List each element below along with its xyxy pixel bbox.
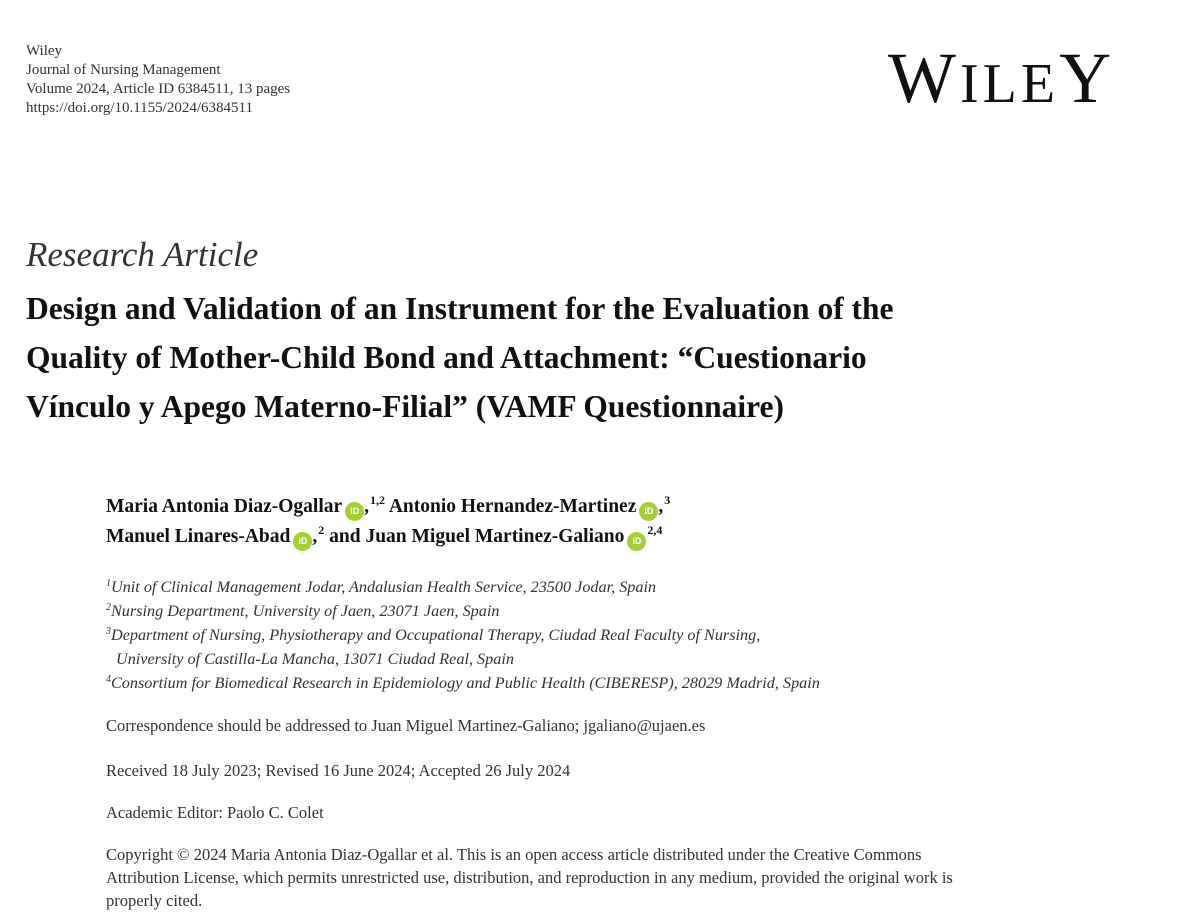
article-dates: Received 18 July 2023; Revised 16 June 2024; Accepted 26 July 2024 <box>106 761 571 780</box>
volume-info: Volume 2024, Article ID 6384511, 13 pages <box>26 81 291 97</box>
orcid-icon[interactable]: iD <box>627 532 646 551</box>
academic-editor: Academic Editor: Paolo C. Colet <box>106 803 324 822</box>
orcid-icon[interactable]: iD <box>639 502 658 521</box>
affiliation-continuation: University of Castilla-La Mancha, 13071 Ciudad Real, Spain <box>116 650 514 668</box>
journal-name: Journal of Nursing Management <box>26 62 221 78</box>
title-line: Vínculo y Apego Materno-Filial” (VAMF Questionnaire) <box>26 389 784 424</box>
author-affiliation: 1,2 <box>370 493 386 507</box>
author-separator: , <box>658 496 664 517</box>
author-list <box>106 492 670 552</box>
author-affiliation: 2,4 <box>647 523 663 537</box>
copyright-notice <box>106 843 1141 912</box>
journal-info <box>26 42 290 118</box>
affiliation-text: Consortium for Biomedical Research in Epidemiology and Public Health (CIBERESP), 28029 Madrid, Spain <box>111 674 820 692</box>
author-affiliation: 3 <box>664 493 671 507</box>
wiley-logo <box>888 38 1115 124</box>
title-line: Design and Validation of an Instrument for the Evaluation of the <box>26 291 894 326</box>
orcid-icon[interactable]: iD <box>293 532 312 551</box>
author-name[interactable]: Manuel Linares-Abad <box>106 526 291 547</box>
copyright-line: Attribution License, which permits unrestricted use, distribution, and reproduction in any medium, provided the original work is <box>106 868 953 887</box>
affiliation-text: Department of Nursing, Physiotherapy and Occupational Therapy, Ciudad Real Faculty of Nursing, <box>111 626 761 644</box>
correspondence: Correspondence should be addressed to Juan Miguel Martinez-Galiano; jgaliano@ujaen.es <box>106 716 706 735</box>
copyright-line: properly cited. <box>106 891 203 910</box>
affiliation-text: Unit of Clinical Management Jodar, Andalusian Health Service, 23500 Jodar, Spain <box>111 578 657 596</box>
affiliation-item <box>106 575 820 599</box>
copyright-line: Copyright © 2024 Maria Antonia Diaz-Ogallar et al. This is an open access article distributed under the Creative Commons <box>106 845 922 864</box>
publisher-name: Wiley <box>26 43 63 59</box>
author-line <box>106 522 670 552</box>
affiliation-number: 1 <box>106 578 111 589</box>
author-connector: and <box>329 526 361 547</box>
affiliation-number: 3 <box>106 626 111 637</box>
doi-link[interactable]: https://doi.org/10.1155/2024/6384511 <box>26 100 253 116</box>
author-affiliation: 2 <box>318 523 325 537</box>
orcid-icon[interactable]: iD <box>345 502 364 521</box>
affiliation-text: Nursing Department, University of Jaen, 23071 Jaen, Spain <box>111 602 500 620</box>
affiliation-item <box>106 599 820 623</box>
article-title <box>26 284 1176 431</box>
article-type: Research Article <box>26 235 259 274</box>
author-line <box>106 492 670 522</box>
wiley-logo-text: WILEY <box>888 38 1116 118</box>
author-name[interactable]: Juan Miguel Martinez-Galiano <box>365 526 625 547</box>
author-separator: , <box>364 496 370 517</box>
affiliation-item <box>106 623 820 647</box>
affiliation-number: 4 <box>106 674 111 685</box>
title-line: Quality of Mother-Child Bond and Attachment: “Cuestionario <box>26 340 867 375</box>
affiliation-list <box>106 575 820 695</box>
author-separator: , <box>312 526 318 547</box>
author-name[interactable]: Antonio Hernandez-Martinez <box>388 496 637 517</box>
author-name[interactable]: Maria Antonia Diaz-Ogallar <box>106 496 343 517</box>
affiliation-number: 2 <box>106 602 111 613</box>
affiliation-item <box>106 671 820 695</box>
